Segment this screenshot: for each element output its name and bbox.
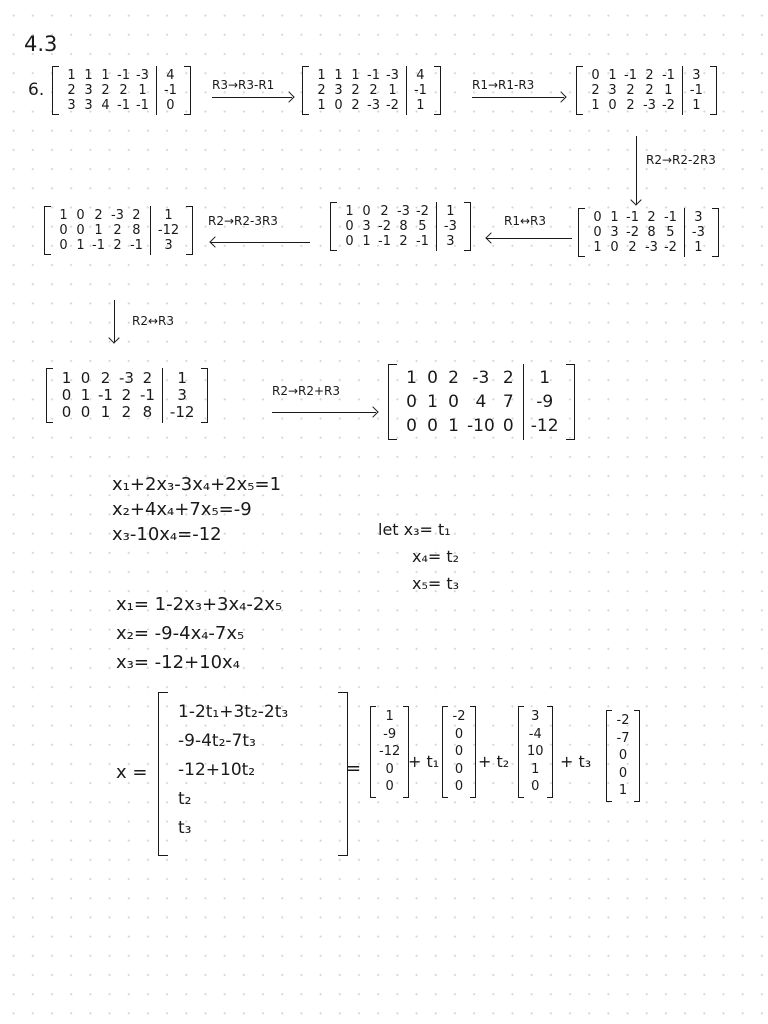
- augmented-cell: 3: [692, 68, 701, 83]
- matrix-cell: 1: [608, 68, 617, 83]
- matrix-cell: 0: [59, 223, 68, 238]
- matrix-cell: 2: [121, 386, 132, 404]
- matrix-cell: 1: [80, 386, 91, 404]
- solution-entry-1: 1-2t₁+3t₂-2t₃: [178, 702, 289, 722]
- vector-constant: [370, 706, 409, 798]
- param-1: let x₃= t₁: [378, 520, 451, 539]
- augmented-cell: 1: [416, 98, 425, 113]
- matrix-cell: -1: [661, 68, 675, 83]
- matrix-cell: -2: [661, 98, 675, 113]
- augmented-cell: 3: [177, 386, 187, 404]
- matrix-cell: -1: [98, 386, 113, 404]
- matrix-cell: 3: [334, 83, 343, 98]
- vector-entry: -4: [528, 726, 542, 742]
- matrix-cell: 3: [362, 219, 371, 234]
- matrix-cell: -3: [118, 369, 134, 387]
- matrix-cell: -3: [135, 68, 149, 83]
- row-op-arrow-2: [472, 78, 568, 102]
- matrix-cell: -1: [367, 68, 380, 83]
- matrix-cell: 1: [610, 210, 619, 225]
- matrix-cell: 7: [502, 392, 514, 412]
- vector-entry: -9: [383, 726, 397, 742]
- matrix-cell: 4: [101, 98, 110, 113]
- matrix-cell: 1: [345, 204, 354, 219]
- matrix-cell: 0: [427, 368, 438, 388]
- solved-2: x₂= -9-4x₄-7x₅: [116, 623, 245, 644]
- augmented-cell: -12: [169, 403, 195, 421]
- row-op-6: R2↔R3: [132, 314, 174, 328]
- matrix-cell: 2: [399, 234, 408, 249]
- matrix-cell: 4: [475, 392, 487, 412]
- matrix-cell: -3: [472, 368, 490, 388]
- row-op-3: R2→R2-2R3: [646, 153, 716, 167]
- vector-entry: 1: [385, 709, 394, 724]
- matrix-cell: 0: [502, 416, 514, 436]
- matrix-cell: 2: [94, 208, 103, 223]
- matrix-cell: -3: [644, 240, 658, 255]
- coef-t3: + t₃: [560, 752, 592, 771]
- matrix-cell: 8: [142, 403, 153, 421]
- matrix-cell: 5: [418, 219, 427, 234]
- matrix-4: [578, 208, 719, 257]
- solved-3: x₃= -12+10x₄: [116, 652, 240, 673]
- matrix-cell: -3: [367, 98, 380, 113]
- vector-t2: [518, 706, 553, 798]
- vector-entry: 3: [531, 709, 540, 724]
- vector-entry: 0: [454, 744, 464, 759]
- solution-lhs: x =: [116, 762, 148, 783]
- matrix-cell: 5: [666, 225, 675, 240]
- matrix-cell: 3: [84, 98, 93, 113]
- row-op-2: R1→R1-R3: [472, 78, 535, 92]
- matrix-cell: 1: [388, 83, 397, 98]
- solution-entry-3: -12+10t₂: [178, 760, 256, 780]
- row-op-5: R2→R2-3R3: [208, 214, 278, 228]
- matrix-cell: 0: [61, 386, 72, 404]
- row-op-1: R3→R3-R1: [212, 78, 275, 92]
- matrix-cell: 2: [626, 83, 635, 98]
- vector-entry: 10: [527, 744, 544, 759]
- solution-entry-2: -9-4t₂-7t₃: [178, 731, 256, 751]
- matrix-cell: -1: [378, 234, 391, 249]
- matrix-cell: -3: [396, 204, 410, 219]
- vector-t1: [442, 706, 476, 798]
- matrix-cell: -1: [624, 68, 637, 83]
- matrix-cell: -1: [129, 238, 143, 253]
- matrix-cell: 1: [61, 369, 72, 387]
- vector-entry: 0: [618, 748, 628, 763]
- matrix-cell: 0: [345, 234, 354, 249]
- equation-3: x₃-10x₄=-12: [112, 524, 222, 545]
- matrix-cell: 1: [362, 234, 371, 249]
- matrix-cell: 1: [591, 98, 600, 113]
- matrix-cell: 0: [362, 204, 371, 219]
- augmented-cell: 3: [446, 234, 455, 249]
- augmented-cell: -12: [530, 416, 559, 436]
- matrix-cell: 1: [76, 238, 85, 253]
- matrix-cell: 0: [608, 98, 617, 113]
- matrix-cell: 2: [351, 83, 360, 98]
- augmented-cell: -1: [689, 83, 703, 98]
- matrix-cell: -3: [642, 98, 656, 113]
- matrix-cell: 0: [591, 68, 600, 83]
- matrix-cell: -2: [626, 225, 639, 240]
- matrix-cell: 2: [100, 369, 111, 387]
- matrix-cell: 2: [113, 223, 122, 238]
- solution-entry-5: t₃: [178, 818, 192, 838]
- vector-t3: [606, 710, 640, 802]
- matrix-8: [388, 364, 575, 440]
- matrix-cell: 1: [351, 68, 360, 83]
- matrix-cell: -1: [117, 98, 130, 113]
- matrix-cell: 1: [67, 68, 76, 83]
- matrix-cell: 2: [101, 83, 110, 98]
- matrix-cell: 0: [76, 223, 85, 238]
- vector-entry: 0: [618, 765, 628, 781]
- augmented-cell: 1: [692, 98, 701, 113]
- matrix-cell: 2: [628, 240, 637, 255]
- parameter-definitions: [378, 516, 459, 597]
- vector-entry: 0: [531, 779, 540, 794]
- equation-1: x₁+2x₃-3x₄+2x₅=1: [112, 474, 282, 495]
- solution-entry-4: t₂: [178, 789, 192, 809]
- matrix-cell: -3: [110, 208, 124, 223]
- matrix-cell: 3: [84, 83, 93, 98]
- row-op-7: R2→R2+R3: [272, 384, 341, 398]
- matrix-cell: 0: [76, 208, 85, 223]
- vector-entry: 0: [385, 779, 394, 794]
- matrix-cell: 2: [351, 98, 360, 113]
- matrix-cell: 8: [132, 223, 141, 238]
- vector-entry: 0: [454, 761, 464, 777]
- augmented-cell: 3: [694, 210, 703, 225]
- augmented-cell: -1: [163, 83, 177, 98]
- param-2: x₄= t₂: [412, 547, 460, 566]
- matrix-cell: 8: [399, 219, 408, 234]
- augmented-cell: 0: [166, 98, 175, 113]
- equals-sign: =: [346, 758, 362, 779]
- matrix-cell: 0: [593, 210, 602, 225]
- matrix-cell: 0: [406, 416, 417, 436]
- matrix-cell: 1: [664, 83, 673, 98]
- vector-entry: -12: [379, 744, 401, 759]
- vector-entry: 0: [454, 726, 464, 742]
- matrix-cell: 1: [94, 223, 103, 238]
- matrix-cell: 1: [317, 68, 326, 83]
- matrix-cell: 1: [101, 68, 110, 83]
- matrix-cell: 0: [406, 392, 417, 412]
- matrix-cell: 1: [406, 368, 417, 388]
- equation-2: x₂+4x₄+7x₅=-9: [112, 499, 252, 520]
- matrix-cell: 3: [67, 98, 76, 113]
- matrix-6: [44, 206, 193, 255]
- augmented-cell: 1: [177, 369, 187, 387]
- matrix-cell: 2: [645, 68, 654, 83]
- matrix-cell: 2: [113, 238, 122, 253]
- vector-entry: 1: [618, 783, 628, 798]
- matrix-cell: 2: [626, 98, 635, 113]
- coef-t2: + t₂: [478, 752, 510, 771]
- matrix-cell: -2: [385, 98, 399, 113]
- row-op-arrow-4: [484, 214, 574, 244]
- matrix-cell: 8: [647, 225, 656, 240]
- solved-1: x₁= 1-2x₃+3x₄-2x₅: [116, 594, 283, 615]
- matrix-cell: 2: [645, 83, 654, 98]
- matrix-cell: -3: [385, 68, 399, 83]
- matrix-1: [52, 66, 191, 115]
- matrix-cell: -1: [626, 210, 639, 225]
- matrix-cell: -2: [415, 204, 429, 219]
- matrix-7: [46, 368, 208, 423]
- matrix-cell: 1: [448, 416, 459, 436]
- matrix-cell: 2: [591, 83, 600, 98]
- matrix-cell: 2: [380, 204, 389, 219]
- row-op-4: R1↔R3: [504, 214, 546, 228]
- augmented-cell: -3: [691, 225, 705, 240]
- matrix-cell: 1: [84, 68, 93, 83]
- matrix-cell: 2: [448, 368, 459, 388]
- augmented-cell: -9: [536, 392, 554, 412]
- matrix-cell: 1: [138, 83, 147, 98]
- augmented-cell: 4: [166, 68, 175, 83]
- matrix-cell: -2: [663, 240, 677, 255]
- matrix-cell: 0: [80, 369, 91, 387]
- matrix-cell: -1: [139, 386, 155, 404]
- matrix-2: [302, 66, 441, 115]
- matrix-cell: -1: [663, 210, 677, 225]
- matrix-cell: 0: [427, 416, 438, 436]
- matrix-cell: 0: [61, 403, 72, 421]
- matrix-cell: -1: [135, 98, 149, 113]
- matrix-cell: 1: [593, 240, 602, 255]
- problem-number: 6.: [28, 80, 45, 100]
- matrix-cell: 1: [317, 98, 326, 113]
- augmented-cell: 1: [164, 208, 173, 223]
- matrix-cell: 1: [334, 68, 343, 83]
- matrix-cell: -1: [117, 68, 130, 83]
- matrix-cell: 0: [610, 240, 619, 255]
- augmented-cell: -1: [413, 83, 427, 98]
- matrix-cell: 1: [100, 403, 111, 421]
- augmented-cell: 1: [694, 240, 703, 255]
- augmented-cell: -3: [443, 219, 457, 234]
- vector-entry: -7: [616, 730, 630, 746]
- matrix-cell: 1: [427, 392, 438, 412]
- matrix-cell: -10: [467, 416, 495, 436]
- matrix-cell: 0: [593, 225, 602, 240]
- matrix-cell: 2: [142, 369, 153, 387]
- coef-t1: + t₁: [408, 752, 440, 771]
- matrix-cell: -1: [415, 234, 429, 249]
- augmented-cell: 3: [164, 238, 173, 253]
- matrix-cell: 2: [121, 403, 132, 421]
- matrix-5: [330, 202, 471, 251]
- solved-equations: [116, 590, 282, 677]
- matrix-cell: 2: [647, 210, 656, 225]
- matrix-cell: 2: [132, 208, 141, 223]
- row-op-arrow-7: [272, 384, 380, 414]
- augmented-cell: 1: [446, 204, 455, 219]
- augmented-cell: 4: [416, 68, 425, 83]
- vector-entry: 1: [531, 761, 540, 777]
- matrix-cell: 0: [448, 392, 459, 412]
- matrix-cell: -1: [92, 238, 105, 253]
- matrix-cell: -2: [378, 219, 391, 234]
- augmented-cell: 1: [539, 368, 551, 388]
- solution-vector: [158, 692, 348, 856]
- row-op-arrow-1: [212, 78, 294, 102]
- matrix-cell: 3: [610, 225, 619, 240]
- param-3: x₅= t₃: [412, 574, 460, 593]
- matrix-cell: 2: [67, 83, 76, 98]
- vector-entry: 0: [385, 761, 394, 777]
- matrix-cell: 2: [502, 368, 514, 388]
- matrix-cell: 0: [59, 238, 68, 253]
- matrix-cell: 3: [608, 83, 617, 98]
- augmented-cell: -12: [157, 223, 180, 238]
- matrix-cell: 2: [369, 83, 378, 98]
- matrix-cell: 0: [334, 98, 343, 113]
- vector-entry: 0: [454, 779, 464, 794]
- matrix-cell: 0: [80, 403, 91, 421]
- equation-system: [112, 472, 281, 547]
- matrix-cell: 2: [119, 83, 128, 98]
- section-title: 4.3: [24, 32, 58, 56]
- row-op-arrow-5: [204, 214, 316, 248]
- matrix-cell: 0: [345, 219, 354, 234]
- vector-entry: -2: [616, 713, 630, 728]
- matrix-cell: 1: [59, 208, 68, 223]
- matrix-cell: 2: [317, 83, 326, 98]
- matrix-3: [576, 66, 717, 115]
- vector-entry: -2: [452, 709, 466, 724]
